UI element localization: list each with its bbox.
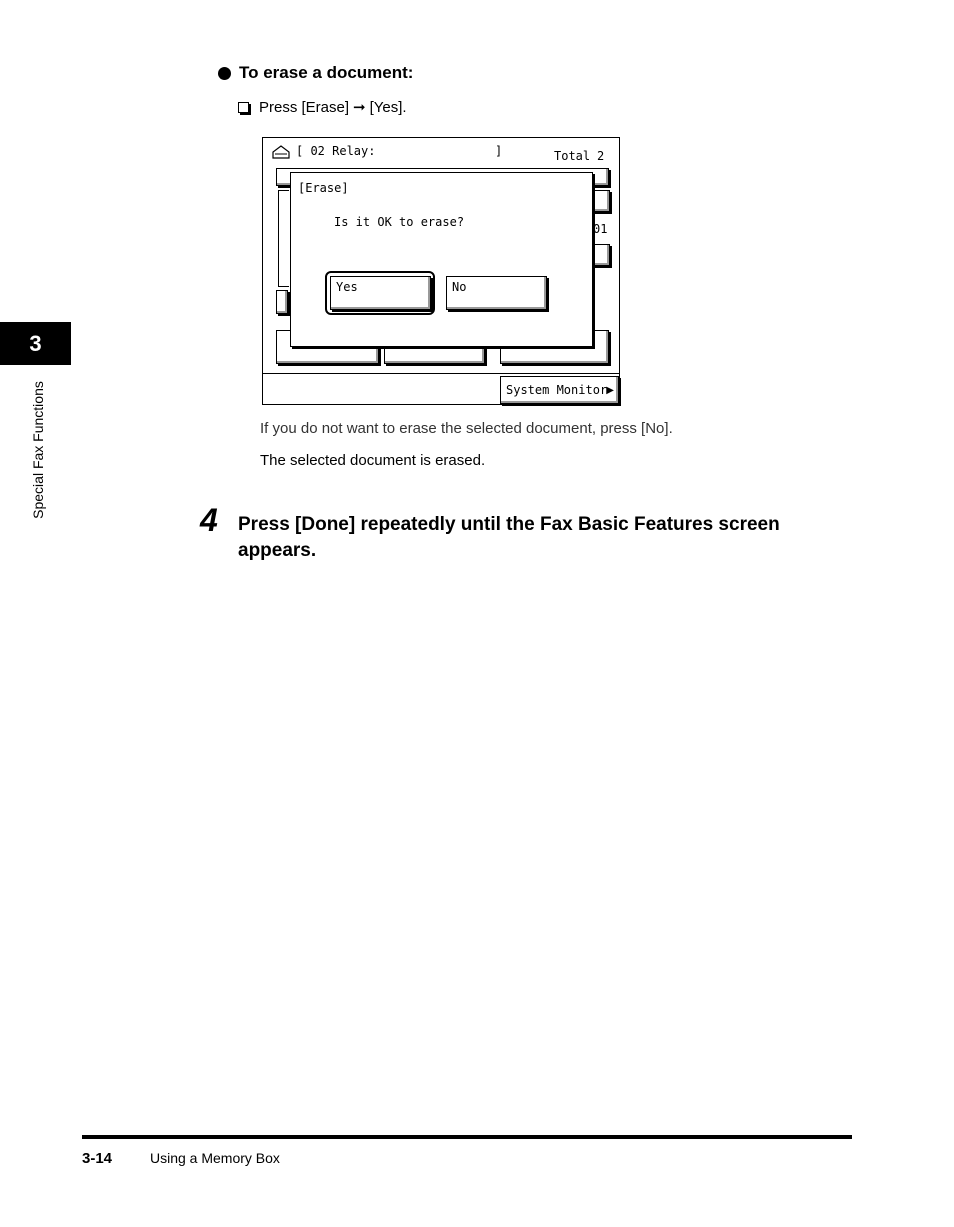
footer-rule [82,1135,852,1139]
section-heading [218,63,413,83]
chapter-tab [0,322,71,365]
instruction-line [238,98,407,116]
scroll-down-button[interactable] [593,244,610,266]
background-button-left[interactable] [276,290,288,314]
total-value: 2 [597,149,605,163]
side-value: 01 [593,222,608,236]
mailbox-icon [272,144,290,160]
system-monitor-button[interactable] [500,376,619,404]
checkbox-icon [238,102,249,113]
status-bar-divider [263,373,619,374]
header-close-bracket: ] [495,144,503,158]
heading-text: To erase a document: [239,63,414,82]
background-list-frame [278,190,289,287]
instruction-suffix: [Yes]. [369,98,407,116]
dialog-title: [Erase] [298,181,349,195]
erase-dialog [290,172,593,347]
step-text: Press [Done] repeatedly until the Fax Basic Features screen appears. [238,514,780,561]
arrow-icon: ➞ [353,99,366,116]
header-text: [ 02 Relay: [296,144,376,158]
no-label: No [452,280,467,294]
no-button[interactable] [446,276,547,310]
dialog-message: Is it OK to erase? [334,215,465,229]
scroll-up-button[interactable] [593,190,610,212]
chapter-number: 3 [29,330,42,356]
bullet-icon [218,67,231,80]
yes-label: Yes [336,280,358,294]
chapter-title: Special Fax Functions [30,381,46,519]
cancel-hint: If you do not want to erase the selected document, press [No]. [260,420,673,437]
step-number: 4 [200,502,218,538]
instruction-prefix: Press [Erase] [259,98,350,116]
total-label: Total [554,149,591,163]
page-number: 3-14 [82,1150,113,1167]
triangle-right-icon: ▶ [606,385,614,396]
footer-section-name: Using a Memory Box [150,1150,280,1166]
system-monitor-label: System Monitor [506,383,608,397]
result-text: The selected document is erased. [260,452,486,469]
screen-capture [262,137,620,405]
yes-button[interactable] [330,276,431,310]
